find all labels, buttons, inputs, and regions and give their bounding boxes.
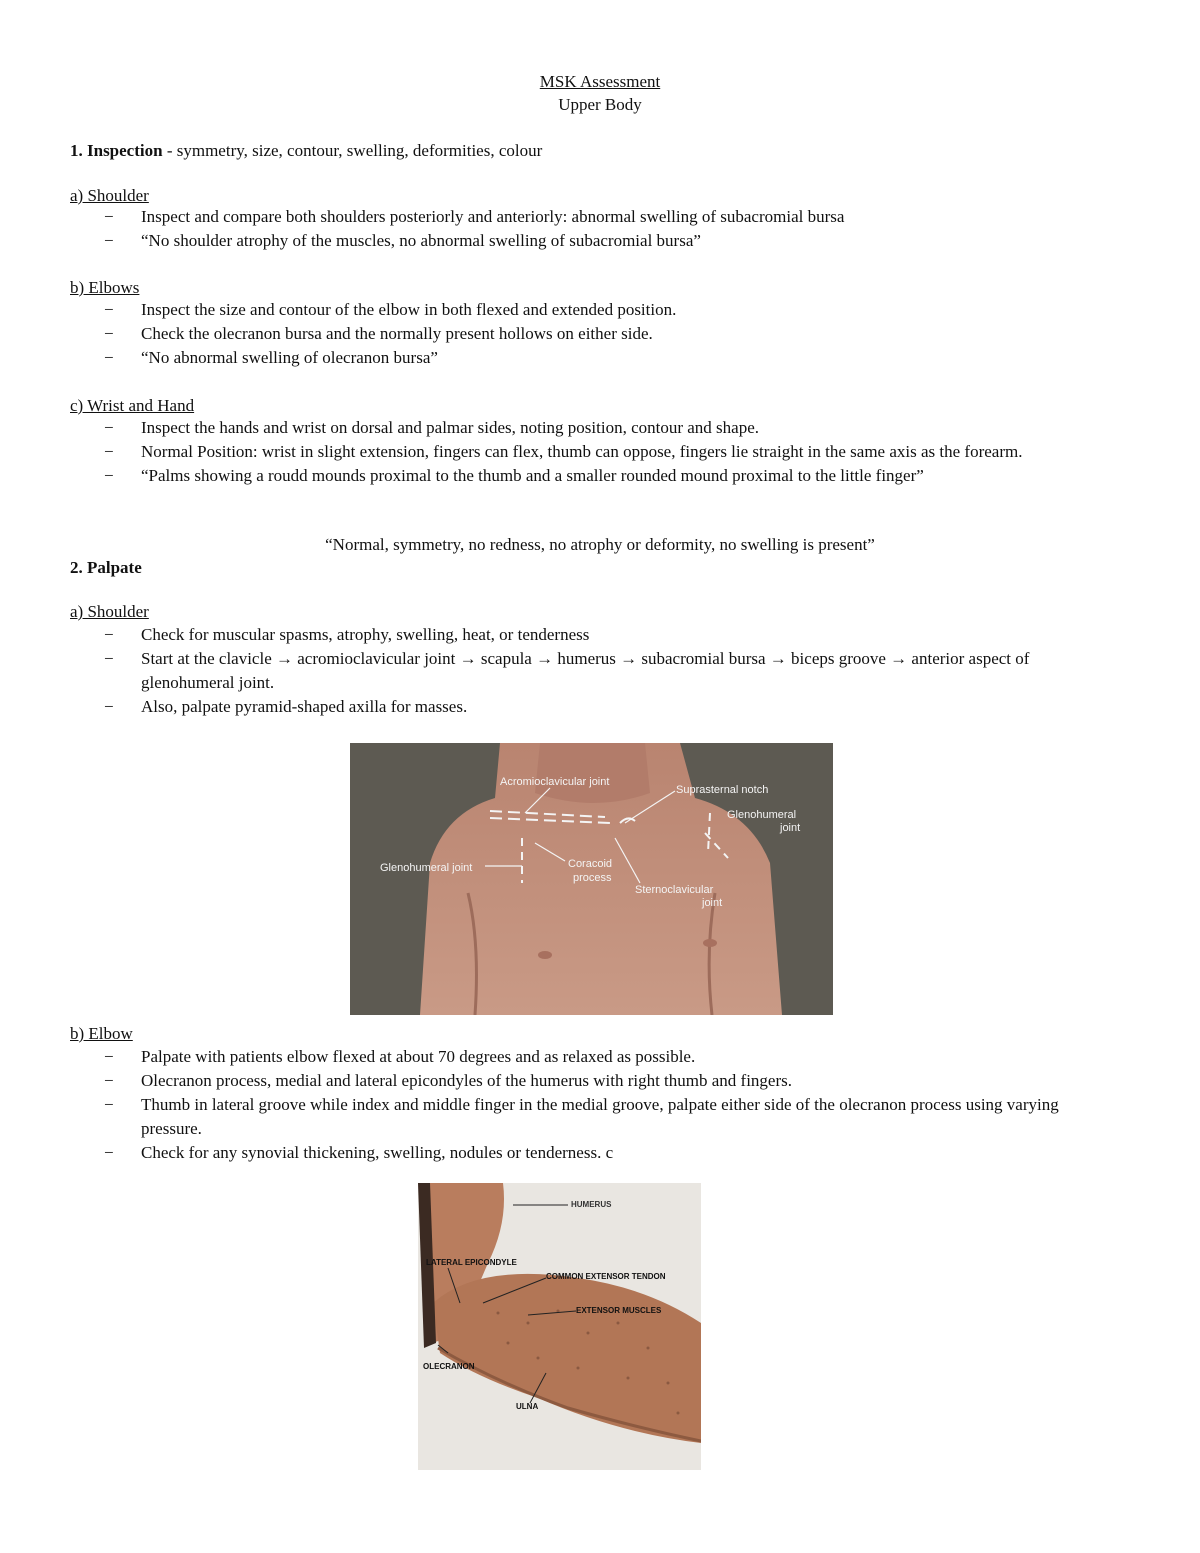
- label-suprasternal: Suprasternal notch: [676, 784, 769, 796]
- list-item: − Inspect the hands and wrist on dorsal and palmar sides, noting position, contour and shape.: [104, 418, 760, 437]
- list-item: − “No shoulder atrophy of the muscles, no abnormal swelling of subacromial bursa”: [104, 231, 701, 250]
- list-item: − Normal Position: wrist in slight extension, fingers can flex, thumb can oppose, fingers lie straight in the same axis as the forearm.: [104, 442, 1023, 461]
- elbow-anatomy-photo: [418, 1183, 701, 1470]
- inspection-elbows-list: [104, 298, 1104, 370]
- label-extensor-muscles: EXTENSOR MUSCLES: [576, 1306, 662, 1315]
- list-item: − Check for any synovial thickening, swelling, nodules or tenderness. c: [104, 1143, 614, 1162]
- label-gh-right-2: joint: [780, 822, 801, 834]
- label-ulna: ULNA: [516, 1402, 539, 1411]
- list-item: − Check the olecranon bursa and the normally present hollows on either side.: [104, 324, 653, 343]
- label-humerus: HUMERUS: [571, 1200, 612, 1209]
- label-coracoid-1: Coracoid: [568, 858, 613, 870]
- document-title: MSK Assessment: [539, 72, 661, 91]
- label-sterno-2: joint: [702, 897, 723, 909]
- inspection-shoulder-list: [104, 205, 1104, 253]
- inspection-heading: Inspection: [87, 141, 163, 160]
- list-item: − Thumb in lateral groove while index and middle finger in the medial groove, palpate either side of the olecranon process using varying pressure.: [104, 1095, 1059, 1138]
- list-item: − Start at the clavicle → acromioclavicular joint → scapula → humerus → subacromial bursa → biceps groove → anterior aspect of glenohumeral joint.: [104, 649, 1030, 692]
- label-gh-left: Glenohumeral joint: [380, 862, 473, 874]
- palpate-heading: 2. Palpate: [70, 558, 142, 577]
- label-sterno-1: Sternoclavicular: [635, 884, 714, 896]
- list-item: − Inspect and compare both shoulders posteriorly and anteriorly: abnormal swelling of subacromial bursa: [104, 207, 845, 226]
- list-item: − Palpate with patients elbow flexed at about 70 degrees and as relaxed as possible.: [104, 1047, 696, 1066]
- inspection-heading-line: [70, 139, 542, 163]
- label-gh-right-1: Glenohumeral: [727, 809, 797, 821]
- inspection-number: 1.: [70, 141, 83, 160]
- list-item: − “No abnormal swelling of olecranon bursa”: [104, 348, 438, 367]
- palpate-shoulder-list: [104, 623, 1104, 719]
- shoulder-anatomy-photo: [350, 743, 833, 1015]
- inspection-wrist-heading: c) Wrist and Hand: [70, 396, 195, 415]
- palpate-elbow-list: [104, 1045, 1104, 1165]
- list-item: − Also, palpate pyramid-shaped axilla for masses.: [104, 697, 468, 716]
- label-coracoid-2: process: [573, 872, 612, 884]
- inspection-summary: “Normal, symmetry, no redness, no atrophy or deformity, no swelling is present”: [325, 535, 875, 554]
- palpate-shoulder-heading: a) Shoulder: [70, 602, 149, 621]
- list-item: − Inspect the size and contour of the elbow in both flexed and extended position.: [104, 300, 677, 319]
- inspection-wrist-list: [104, 416, 1104, 488]
- inspection-criteria: - symmetry, size, contour, swelling, deformities, colour: [162, 141, 543, 160]
- label-lateral-epicondyle: LATERAL EPICONDYLE: [426, 1258, 517, 1267]
- inspection-shoulder-heading: a) Shoulder: [70, 186, 149, 205]
- list-item: − Olecranon process, medial and lateral epicondyles of the humerus with right thumb and fingers.: [104, 1071, 793, 1090]
- label-ac-joint: Acromioclavicular joint: [500, 776, 610, 788]
- list-item: − “Palms showing a roudd mounds proximal to the thumb and a smaller rounded mound proximal to the little finger”: [104, 466, 924, 485]
- inspection-elbows-heading: b) Elbows: [70, 278, 140, 297]
- label-olecranon: OLECRANON: [423, 1362, 475, 1371]
- palpate-elbow-heading: b) Elbow: [70, 1024, 133, 1043]
- document-subtitle: Upper Body: [558, 95, 642, 114]
- list-item: − Check for muscular spasms, atrophy, swelling, heat, or tenderness: [104, 625, 590, 644]
- label-common-extensor-tendon: COMMON EXTENSOR TENDON: [546, 1272, 666, 1281]
